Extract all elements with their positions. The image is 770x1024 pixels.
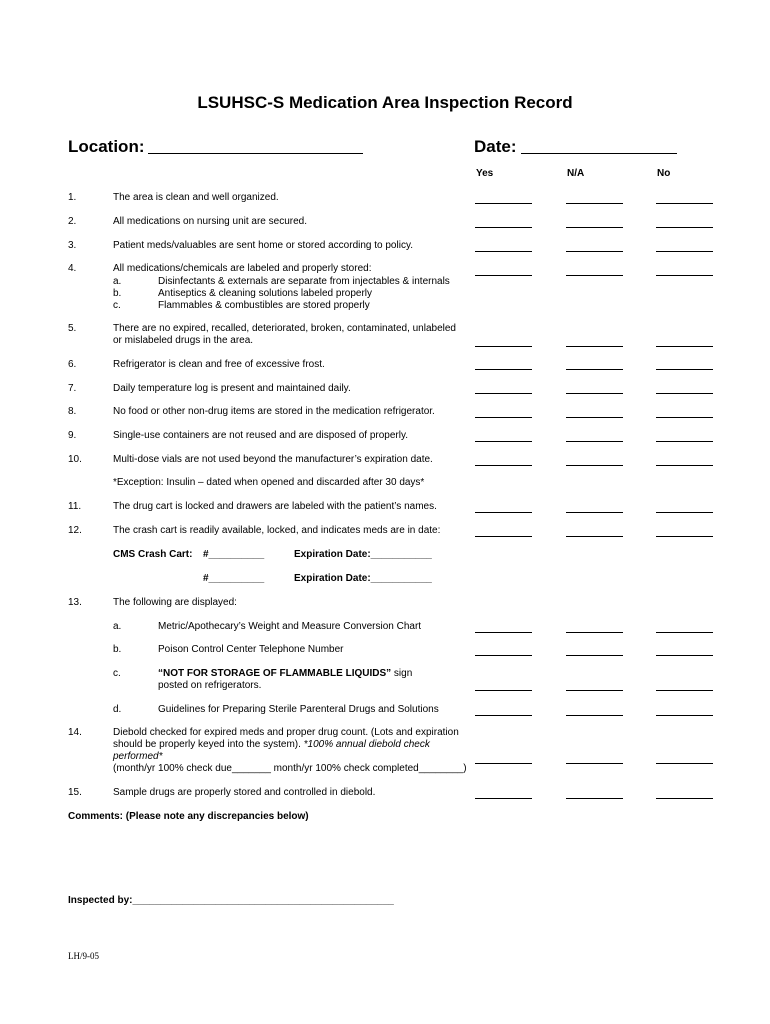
- item-7-yes-blank[interactable]: [475, 393, 532, 394]
- item-13-sub-3-na-blank[interactable]: [566, 690, 623, 691]
- item-2-number: 2.: [68, 216, 77, 227]
- item-9-na-blank[interactable]: [566, 441, 623, 442]
- item-13-sub-3-label: sign: [391, 668, 413, 679]
- item-14-line2-text: should be properly keyed into the system).: [113, 739, 304, 750]
- item-14-number: 14.: [68, 727, 82, 738]
- item-11-number: 11.: [68, 501, 82, 512]
- item-10-number: 10.: [68, 454, 82, 465]
- item-14-text-line4[interactable]: (month/yr 100% check due_______ month/yr 100% check completed________): [113, 763, 467, 774]
- item-14-text-line2: [113, 739, 430, 750]
- column-yes: Yes: [476, 168, 494, 179]
- item-4-na-blank[interactable]: [566, 275, 623, 276]
- item-2-text: All medications on nursing unit are secured.: [113, 216, 307, 227]
- item-13-sub-4-label: Guidelines for Preparing Sterile Parenteral Drugs and Solutions: [158, 704, 439, 715]
- footer-code: LH/9-05: [68, 951, 99, 961]
- item-15-na-blank[interactable]: [566, 798, 623, 799]
- item-1-yes-blank[interactable]: [475, 203, 532, 204]
- item-14-yes-blank[interactable]: [475, 763, 532, 764]
- item-12-number: 12.: [68, 525, 82, 536]
- inspected-by-field[interactable]: Inspected by:_______________________________________________: [68, 895, 394, 906]
- comments-label: Comments: (Please note any discrepancies below): [68, 811, 309, 822]
- item-4-yes-blank[interactable]: [475, 275, 532, 276]
- item-9-no-blank[interactable]: [656, 441, 713, 442]
- item-13-sub-2-yes-blank[interactable]: [475, 655, 532, 656]
- item-12-yes-blank[interactable]: [475, 536, 532, 537]
- item-2-na-blank[interactable]: [566, 227, 623, 228]
- item-13-sub-4-no-blank[interactable]: [656, 715, 713, 716]
- item-11-no-blank[interactable]: [656, 512, 713, 513]
- date-label: Date:: [474, 137, 517, 156]
- item-4-sub-3-text: [158, 300, 370, 311]
- item-15-text: Sample drugs are properly stored and controlled in diebold.: [113, 787, 376, 798]
- item-15-number: 15.: [68, 787, 82, 798]
- item-8-no-blank[interactable]: [656, 417, 713, 418]
- item-7-na-blank[interactable]: [566, 393, 623, 394]
- item-3-na-blank[interactable]: [566, 251, 623, 252]
- crash-cart-label: CMS Crash Cart:: [113, 549, 193, 560]
- item-5-no-blank[interactable]: [656, 346, 713, 347]
- item-13-sub-4-letter: d.: [113, 704, 122, 715]
- item-10-yes-blank[interactable]: [475, 465, 532, 466]
- crash-cart-number-1[interactable]: #__________: [203, 549, 265, 560]
- crash-cart-expiration-1[interactable]: Expiration Date:___________: [294, 549, 432, 560]
- item-7-number: 7.: [68, 383, 77, 394]
- item-4-sub-1-label: Disinfectants & externals are separate from injectables & internals: [158, 276, 450, 287]
- exception-note: *Exception: Insulin – dated when opened and discarded after 30 days*: [113, 477, 425, 488]
- item-4-sub-2-label: Antiseptics & cleaning solutions labeled properly: [158, 288, 373, 299]
- item-8-text: No food or other non-drug items are stored in the medication refrigerator.: [113, 406, 435, 417]
- item-13-number: 13.: [68, 597, 82, 608]
- item-7-no-blank[interactable]: [656, 393, 713, 394]
- item-10-no-blank[interactable]: [656, 465, 713, 466]
- item-13-sub-1-yes-blank[interactable]: [475, 632, 532, 633]
- item-11-na-blank[interactable]: [566, 512, 623, 513]
- item-13-sub-3-yes-blank[interactable]: [475, 690, 532, 691]
- crash-cart-number-2[interactable]: #__________: [203, 573, 265, 584]
- item-13-sub-2-na-blank[interactable]: [566, 655, 623, 656]
- item-11-text: The drug cart is locked and drawers are labeled with the patient’s names.: [113, 501, 437, 512]
- item-13-sub-3-text: [158, 668, 412, 679]
- item-12-na-blank[interactable]: [566, 536, 623, 537]
- item-13-text: The following are displayed:: [113, 597, 237, 608]
- item-4-sub-1-letter: a.: [113, 276, 122, 287]
- item-13-sub-1-letter: a.: [113, 621, 122, 632]
- item-9-yes-blank[interactable]: [475, 441, 532, 442]
- item-4-sub-1-text: [158, 276, 450, 287]
- crash-cart-expiration-2[interactable]: Expiration Date:___________: [294, 573, 432, 584]
- item-1-text: The area is clean and well organized.: [113, 192, 279, 203]
- item-13-sub-2-letter: b.: [113, 644, 122, 655]
- item-13-sub-1-label: Metric/Apothecary’s Weight and Measure Conversion Chart: [158, 621, 422, 632]
- item-15-yes-blank[interactable]: [475, 798, 532, 799]
- item-12-text: The crash cart is readily available, locked, and indicates meds are in date:: [113, 525, 441, 536]
- item-1-na-blank[interactable]: [566, 203, 623, 204]
- item-14-text: Diebold checked for expired meds and proper drug count. (Lots and expiration: [113, 727, 459, 738]
- item-6-number: 6.: [68, 359, 77, 370]
- item-5-na-blank[interactable]: [566, 346, 623, 347]
- item-13-sub-1-text: [158, 621, 421, 632]
- item-13-sub-4-yes-blank[interactable]: [475, 715, 532, 716]
- item-6-yes-blank[interactable]: [475, 369, 532, 370]
- item-12-no-blank[interactable]: [656, 536, 713, 537]
- item-13-sub-3-text-line2: posted on refrigerators.: [158, 680, 262, 691]
- item-6-text: Refrigerator is clean and free of excessive frost.: [113, 359, 325, 370]
- item-3-yes-blank[interactable]: [475, 251, 532, 252]
- item-14-text-line3: performed*: [113, 751, 163, 762]
- item-10-na-blank[interactable]: [566, 465, 623, 466]
- item-6-na-blank[interactable]: [566, 369, 623, 370]
- item-3-number: 3.: [68, 240, 77, 251]
- item-6-no-blank[interactable]: [656, 369, 713, 370]
- item-15-no-blank[interactable]: [656, 798, 713, 799]
- item-14-line2-italic: *100% annual diebold check: [303, 739, 430, 750]
- item-1-no-blank[interactable]: [656, 203, 713, 204]
- item-11-yes-blank[interactable]: [475, 512, 532, 513]
- item-2-no-blank[interactable]: [656, 227, 713, 228]
- item-13-sub-2-text: [158, 644, 343, 655]
- item-1-number: 1.: [68, 192, 77, 203]
- item-14-no-blank[interactable]: [656, 763, 713, 764]
- location-field[interactable]: [148, 153, 363, 154]
- page-title: LSUHSC-S Medication Area Inspection Record: [197, 93, 573, 112]
- item-3-text: Patient meds/valuables are sent home or stored according to policy.: [113, 240, 413, 251]
- item-7-text: Daily temperature log is present and maintained daily.: [113, 383, 351, 394]
- item-13-sub-4-text: [158, 704, 439, 715]
- item-8-na-blank[interactable]: [566, 417, 623, 418]
- item-3-no-blank[interactable]: [656, 251, 713, 252]
- item-4-sub-2-text: [158, 288, 372, 299]
- item-13-sub-3-letter: c.: [113, 668, 121, 679]
- item-13-sub-4-na-blank[interactable]: [566, 715, 623, 716]
- item-5-text: There are no expired, recalled, deteriorated, broken, contaminated, unlabeled: [113, 323, 456, 334]
- flammable-warning-bold: “NOT FOR STORAGE OF FLAMMABLE LIQUIDS”: [158, 668, 392, 679]
- item-10-text: Multi-dose vials are not used beyond the manufacturer’s expiration date.: [113, 454, 433, 465]
- column-na: N/A: [567, 168, 585, 179]
- item-4-sub-2-letter: b.: [113, 288, 122, 299]
- item-5-text-line2: or mislabeled drugs in the area.: [113, 335, 254, 346]
- date-field[interactable]: [521, 153, 677, 154]
- item-4-sub-3-label: Flammables & combustibles are stored properly: [158, 300, 370, 311]
- item-4-no-blank[interactable]: [656, 275, 713, 276]
- item-5-number: 5.: [68, 323, 77, 334]
- item-13-sub-1-na-blank[interactable]: [566, 632, 623, 633]
- item-4-text: All medications/chemicals are labeled and properly stored:: [113, 263, 372, 274]
- item-2-yes-blank[interactable]: [475, 227, 532, 228]
- item-13-sub-3-no-blank[interactable]: [656, 690, 713, 691]
- item-9-text: Single-use containers are not reused and are disposed of properly.: [113, 430, 408, 441]
- column-no: No: [657, 168, 671, 179]
- item-4-sub-3-letter: c.: [113, 300, 121, 311]
- item-8-number: 8.: [68, 406, 77, 417]
- item-14-na-blank[interactable]: [566, 763, 623, 764]
- location-label: Location:: [68, 137, 145, 156]
- item-13-sub-2-label: Poison Control Center Telephone Number: [158, 644, 344, 655]
- item-4-number: 4.: [68, 263, 77, 274]
- item-8-yes-blank[interactable]: [475, 417, 532, 418]
- item-13-sub-2-no-blank[interactable]: [656, 655, 713, 656]
- item-5-yes-blank[interactable]: [475, 346, 532, 347]
- item-9-number: 9.: [68, 430, 77, 441]
- item-13-sub-1-no-blank[interactable]: [656, 632, 713, 633]
